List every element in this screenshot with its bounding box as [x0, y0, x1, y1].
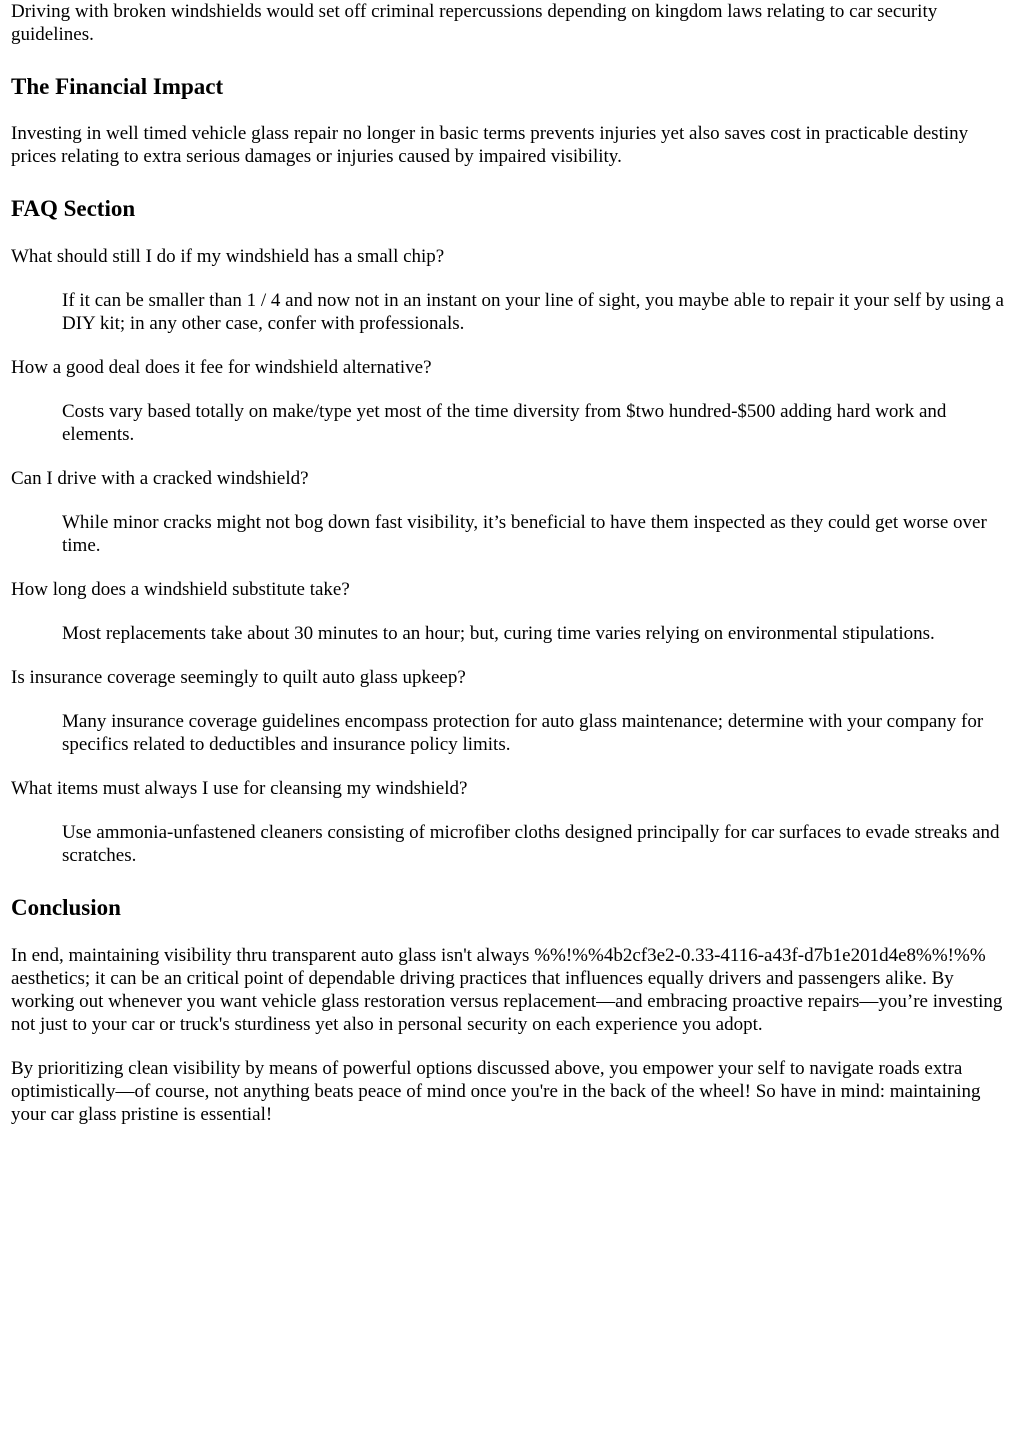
- faq-question: Can I drive with a cracked windshield?: [11, 468, 309, 489]
- faq-heading: FAQ Section: [11, 196, 136, 221]
- faq-answer: While minor cracks might not bog down fast visibility, it’s beneficial to have them inspected as they could get worse over time.: [62, 512, 987, 556]
- faq-question: How long does a windshield substitute take?: [11, 579, 350, 600]
- financial-impact-heading: The Financial Impact: [11, 74, 224, 99]
- faq-answer: Many insurance coverage guidelines encompass protection for auto glass maintenance; determine with your company for specifics related to deductibles and insurance policy limits.: [62, 711, 984, 755]
- faq-question: What items must always I use for cleansing my windshield?: [11, 778, 468, 799]
- conclusion-paragraph-2: By prioritizing clean visibility by means of powerful options discussed above, you empower your self to navigate roads extra optimistically—of course, not anything beats peace of mind once you're in the back of the wheel! So have in mind: maintaining your car glass pristine is essential!: [11, 1058, 981, 1125]
- faq-answer: Most replacements take about 30 minutes to an hour; but, curing time varies relying on environmental stipulations.: [62, 623, 935, 644]
- intro-paragraph: Driving with broken windshields would set off criminal repercussions depending on kingdom laws relating to car security guidelines.: [11, 1, 938, 45]
- faq-answer: If it can be smaller than 1 / 4 and now not in an instant on your line of sight, you maybe able to repair it your self by using a DIY kit; in any other case, confer with professionals.: [62, 290, 1004, 334]
- faq-answer: Costs vary based totally on make/type yet most of the time diversity from $two hundred-$500 adding hard work and elements.: [62, 401, 947, 445]
- conclusion-heading: Conclusion: [11, 895, 121, 920]
- conclusion-paragraph-1: In end, maintaining visibility thru transparent auto glass isn't always %%!%%4b2cf3e2-0.33-4116-a43f-d7b1e201d4e8%%!%% aesthetics; it can be an critical point of dependable driving practices that influences equally drivers and passengers alike. By working out whenever you want vehicle glass restoration versus replacement—and embracing proactive repairs—you’re investing not just to your car or truck's sturdiness yet also in personal security on each experience you adopt.: [11, 945, 1003, 1035]
- faq-question: Is insurance coverage seemingly to quilt auto glass upkeep?: [11, 667, 466, 688]
- faq-answer: Use ammonia-unfastened cleaners consisting of microfiber cloths designed principally for car surfaces to evade streaks and scratches.: [62, 822, 1000, 866]
- financial-impact-paragraph: Investing in well timed vehicle glass repair no longer in basic terms prevents injuries yet also saves cost in practicable destiny prices relating to extra serious damages or injuries caused by impaired visibility.: [11, 123, 969, 167]
- faq-question: How a good deal does it fee for windshield alternative?: [11, 357, 432, 378]
- faq-question: What should still I do if my windshield has a small chip?: [11, 246, 445, 267]
- faq-list: [11, 245, 1014, 867]
